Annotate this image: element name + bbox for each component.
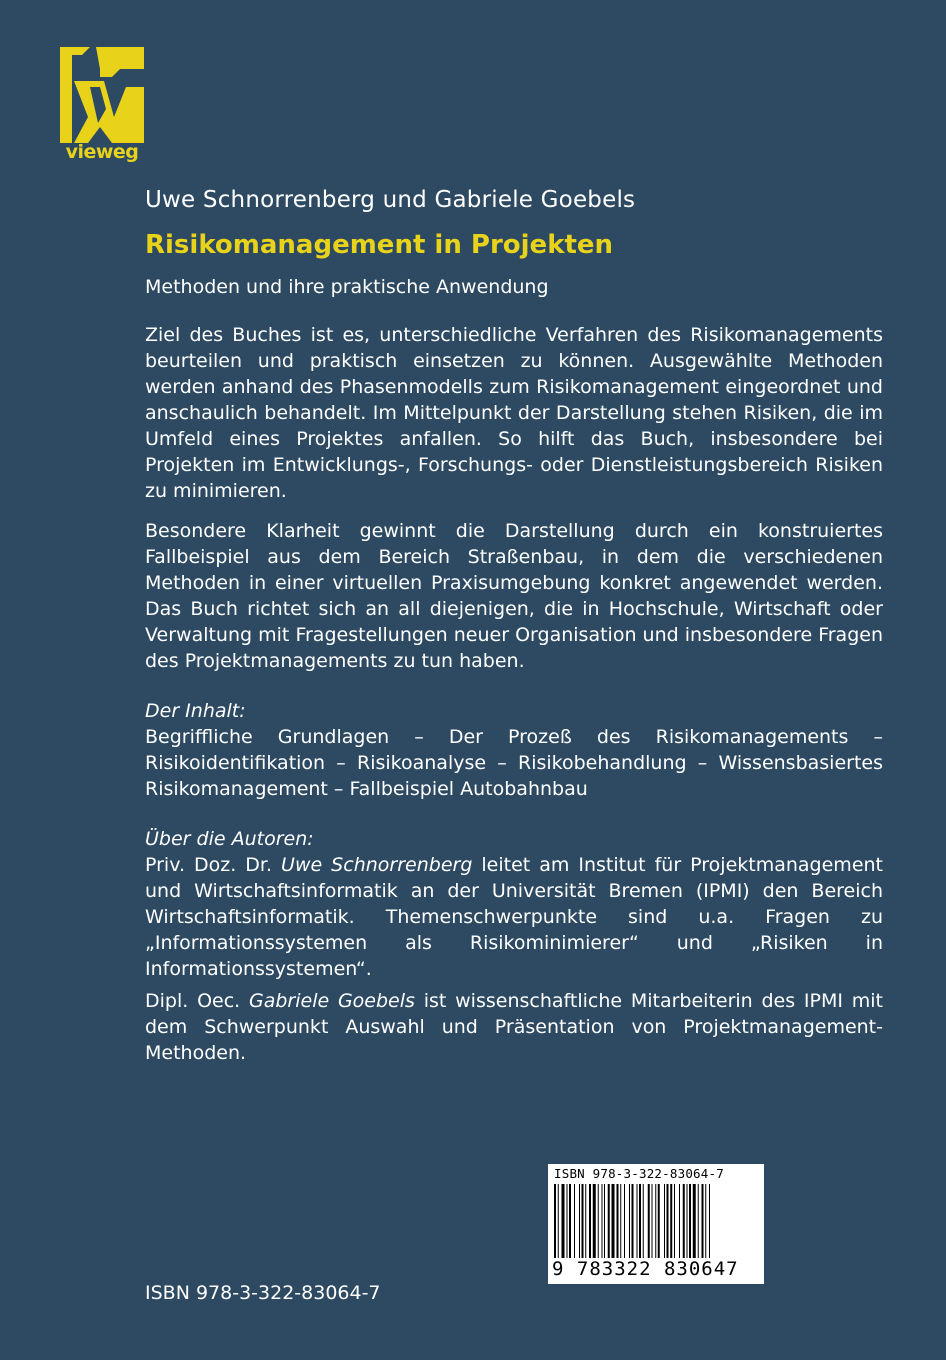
vieweg-logo-mark: [60, 47, 144, 143]
about-authors-label: Über die Autoren:: [145, 828, 314, 850]
contents-label: Der Inhalt:: [145, 700, 246, 722]
barcode-bars: [554, 1184, 758, 1258]
contents-text: Begriffliche Grundlagen – Der Prozeß des Risikomanagements – Risikoidentifikation – Risikoanalyse – Risikobehandlung – Wissensbasiertes Risikomanagement – Fallbeispiel Autobahnbau: [145, 726, 883, 800]
book-title: Risikomanagement in Projekten: [145, 230, 614, 260]
about-author-2-prefix: Dipl. Oec.: [145, 990, 249, 1012]
about-author-2-text: ist wissenschaftliche Mitarbeiterin des IPMI mit dem Schwerpunkt Auswahl und Präsentation von Projektmanagement-Methoden.: [145, 990, 884, 1064]
vieweg-logo-text: vieweg: [65, 141, 139, 163]
about-author-2: [145, 988, 883, 1066]
about-author-1-name: Uwe Schnorrenberg: [281, 854, 473, 876]
back-cover-text: [145, 182, 883, 1066]
description-paragraph-1: Ziel des Buches ist es, unterschiedliche Verfahren des Risikomanagements beurteilen und praktisch einsetzen zu können. Ausgewählte Methoden werden anhand des Phasenmodells zum Risikomanagement eingeordnet und anschaulich behandelt. Im Mittelpunkt der Darstellung stehen Risiken, die im Umfeld eines Projektes anfallen. So hilft das Buch, insbesondere bei Projekten im Entwicklungs-, Forschungs- oder Dienstleistungsbereich Risiken zu minimieren.: [145, 324, 883, 502]
description-paragraph-2: Besondere Klarheit gewinnt die Darstellung durch ein konstruiertes Fallbeispiel aus dem Bereich Straßenbau, in dem die verschiedenen Methoden in einer virtuellen Praxisumgebung konkret angewendet werden. Das Buch richtet sich an all diejenigen, die in Hochschule, Wirtschaft oder Verwaltung mit Fragestellungen neuer Organisation und insbesondere Fragen des Projektmanagements zu tun haben.: [145, 520, 883, 672]
book-subtitle: Methoden und ihre praktische Anwendung: [145, 276, 549, 298]
about-author-1-text: leitet am Institut für Projektmanagement und Wirtschaftsinformatik an der Universität Bremen (IPMI) den Bereich Wirtschaftsinformatik. Themenschwerpunkte sind u.a. Fragen zu „Informationssystemen als Risikominimierer“ und „Risiken in Informationssystemen“.: [145, 854, 883, 980]
barcode-digits: 9 783322 830647: [552, 1258, 739, 1280]
barcode: [548, 1164, 764, 1284]
about-author-2-name: Gabriele Goebels: [249, 990, 415, 1012]
isbn: ISBN 978-3-322-83064-7: [145, 1282, 381, 1304]
authors: Uwe Schnorrenberg und Gabriele Goebels: [145, 187, 636, 213]
vieweg-logo: [57, 44, 147, 164]
barcode-isbn-label: ISBN 978-3-322-83064-7: [554, 1166, 724, 1181]
about-author-1: [145, 852, 883, 982]
about-author-1-prefix: Priv. Doz. Dr.: [145, 854, 282, 876]
